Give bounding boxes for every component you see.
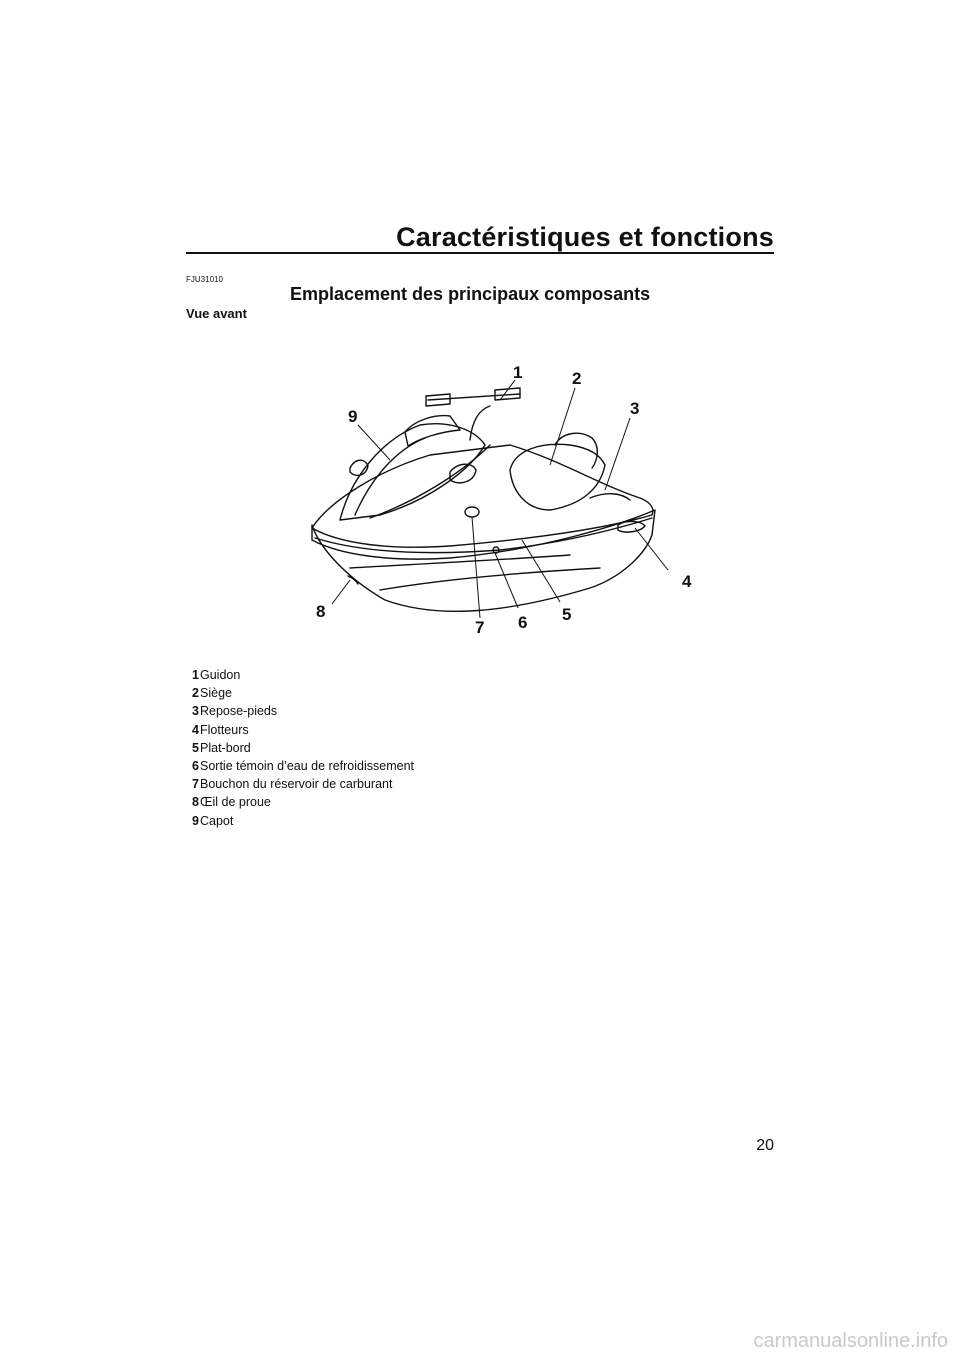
callout-8: 8	[316, 602, 326, 621]
hood	[340, 424, 485, 520]
fuel-cap	[465, 507, 479, 517]
callout-1: 1	[513, 363, 523, 382]
windscreen	[405, 416, 460, 446]
component-legend	[192, 666, 415, 830]
gunwale-line	[315, 518, 652, 553]
legend-item: 7Bouchon du réservoir de carburant	[192, 777, 393, 792]
legend-item: 4Flotteurs	[192, 722, 249, 737]
watercraft-front-view-diagram	[300, 350, 720, 650]
callout-6: 6	[518, 613, 528, 632]
legend-item: 1Guidon	[192, 668, 241, 682]
callout-7: 7	[475, 618, 485, 637]
page-number: 20	[756, 1137, 774, 1154]
footrest	[590, 494, 630, 500]
watermark: carmanualsonline.info	[753, 1330, 948, 1352]
callout-9: 9	[348, 407, 358, 426]
section-code: FJU31010	[186, 275, 223, 284]
chapter-divider	[186, 252, 774, 254]
legend-item: 8Œil de proue	[192, 795, 271, 810]
chapter-title: Caractéristiques et fonctions	[396, 222, 774, 252]
callout-4: 4	[682, 572, 692, 591]
legend-item: 9Capot	[192, 813, 234, 828]
callout-5: 5	[562, 605, 572, 624]
section-title: Emplacement des principaux composants	[290, 284, 651, 304]
legend-item: 5Plat-bord	[192, 740, 251, 755]
legend-item: 2Siège	[192, 686, 232, 701]
callout-3: 3	[630, 399, 640, 418]
hood-inner	[355, 438, 425, 515]
view-subtitle: Vue avant	[186, 306, 247, 321]
legend-item: 3Repose-pieds	[192, 704, 278, 719]
hull-lower-line	[380, 568, 600, 590]
handlebar-stem	[470, 406, 490, 440]
callout-2: 2	[572, 369, 582, 388]
steering-knob	[450, 464, 476, 483]
legend-item: 6Sortie témoin d’eau de refroidissement	[192, 758, 415, 773]
